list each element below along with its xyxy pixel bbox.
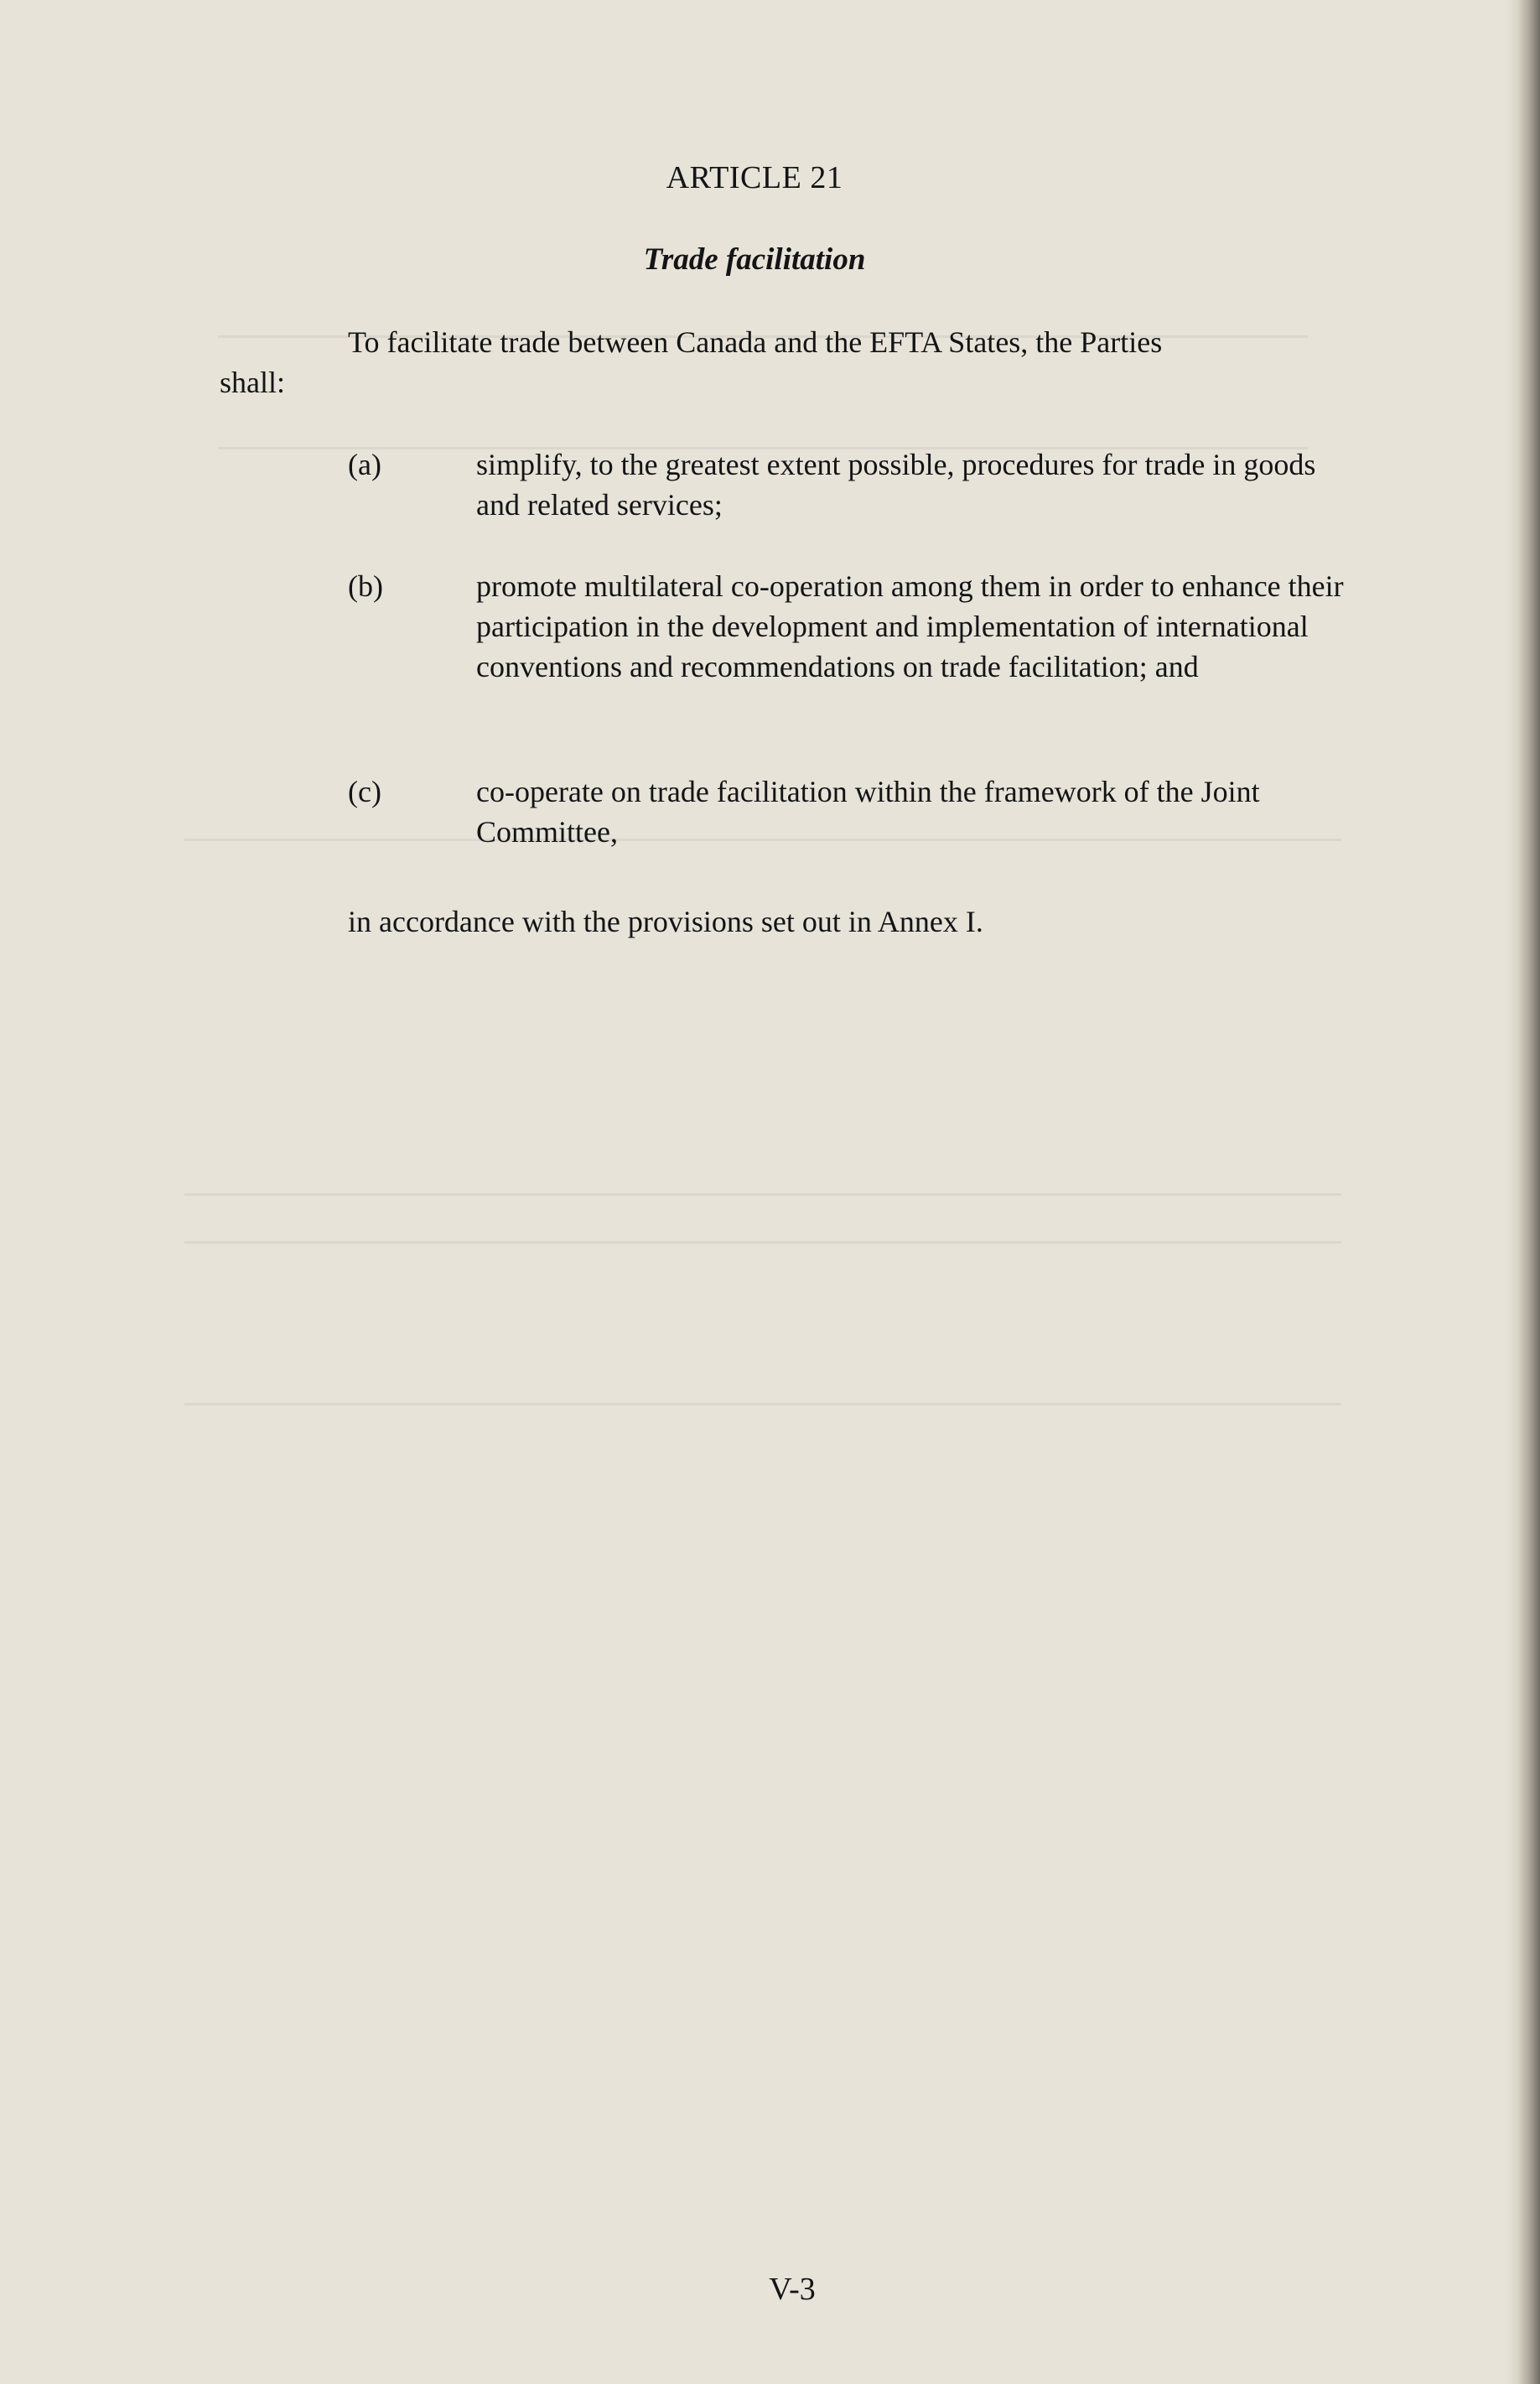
item-text-b: promote multilateral co-operation among them in order to enhance their participation in the development and implementation of international conventions and recommendations on trade facilitation; and [476,569,1344,683]
article-heading: ARTICLE 21 [666,160,843,195]
intro-line-1: To facilitate trade between Canada and the EFTA States, the Parties [348,325,1163,359]
bleed-through-texture [184,1241,1341,1405]
item-marker-a: (a) [348,448,381,481]
closing-text: in accordance with the provisions set out in Annex I. [348,905,983,938]
page-spine-shadow [1506,0,1540,2384]
item-marker-b: (b) [348,569,383,603]
article-subheading: Trade facilitation [643,242,866,277]
bleed-through-texture [184,839,1341,1196]
item-text-c: co-operate on trade facilitation within the framework of the Joint Committee, [476,775,1260,849]
intro-line-2: shall: [220,366,285,399]
page-number: V-3 [769,2272,816,2307]
item-marker-c: (c) [348,775,381,808]
item-text-a: simplify, to the greatest extent possible, procedures for trade in goods and related services; [476,448,1316,522]
